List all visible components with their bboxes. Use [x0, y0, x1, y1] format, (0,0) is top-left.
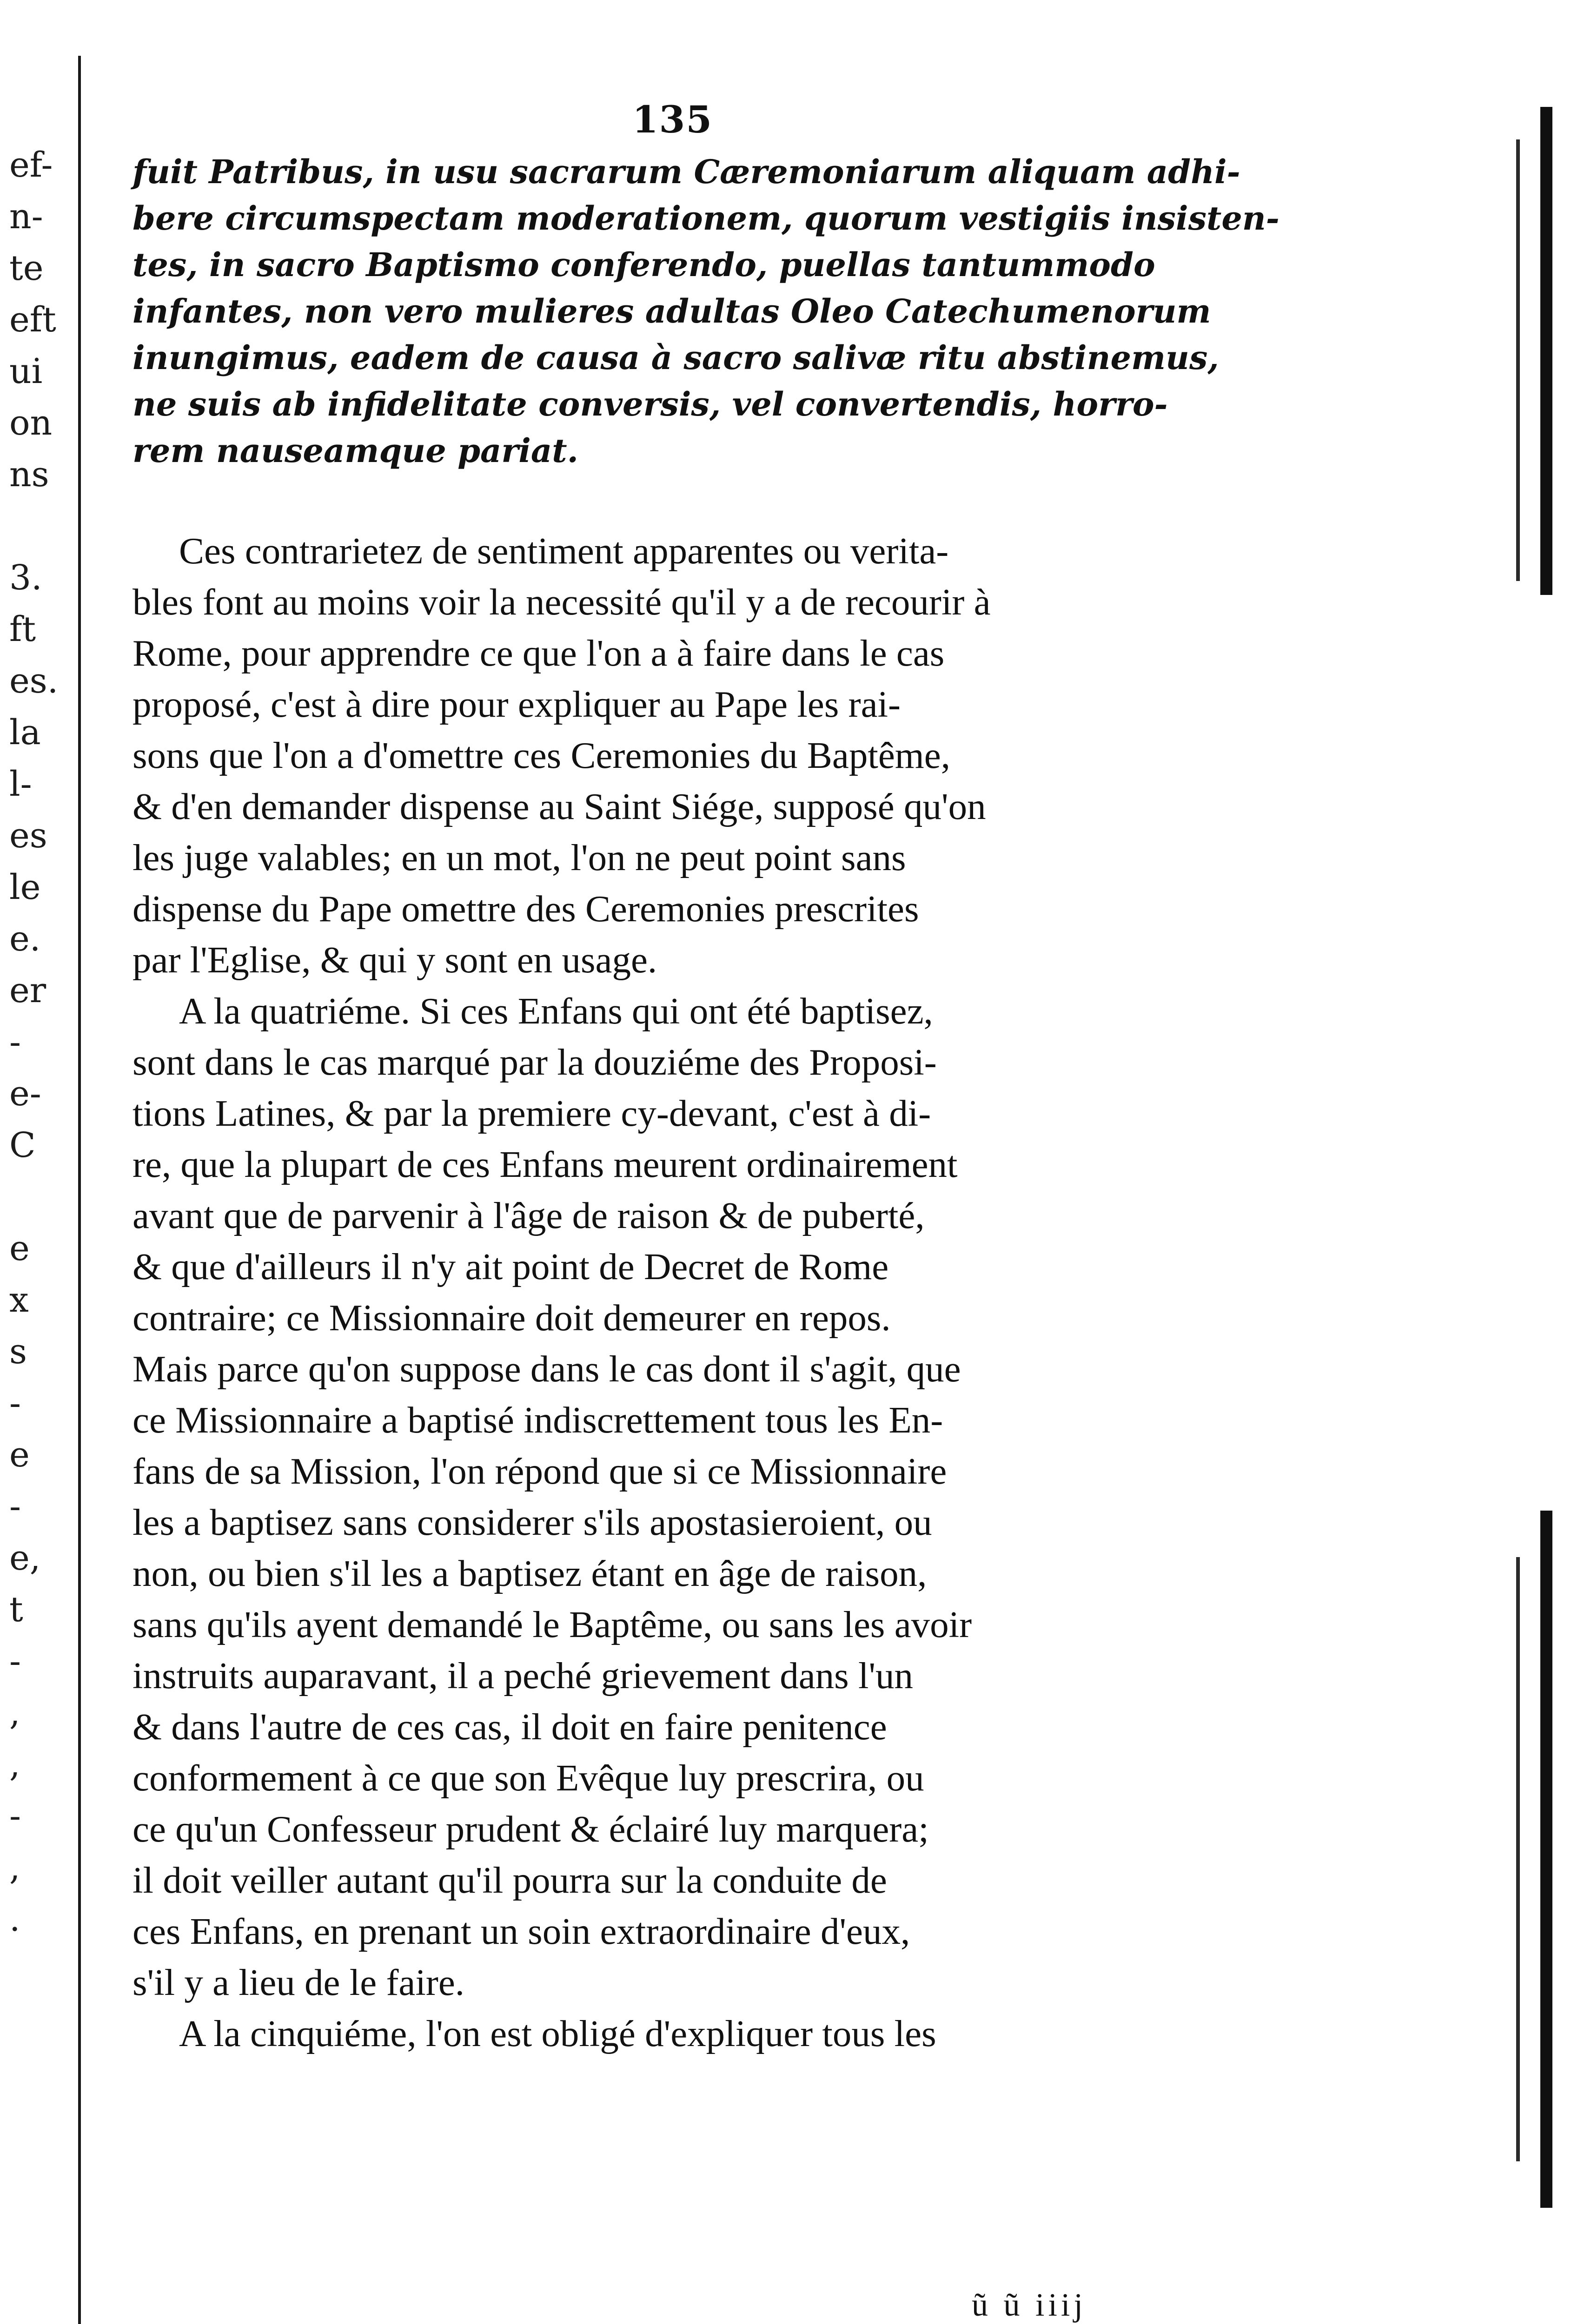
text-line: dispense du Pape omettre des Ceremonies prescrites	[133, 888, 919, 930]
text-line: conformement à ce que son Evêque luy prescrira, ou	[133, 1757, 924, 1799]
facing-fragment: la	[9, 713, 41, 753]
text-line: fans de sa Mission, l'on répond que si ce Missionnaire	[133, 1450, 947, 1492]
facing-fragment: 3.	[9, 558, 42, 598]
gutter-line	[78, 56, 81, 2324]
text-line: proposé, c'est à dire pour expliquer au Pape les rai-	[133, 683, 901, 725]
text-line: sans qu'ils ayent demandé le Baptême, ou sans les avoir	[133, 1604, 972, 1645]
facing-fragment: -	[9, 1486, 21, 1526]
facing-fragment: -	[9, 1383, 21, 1423]
facing-fragment: er	[9, 971, 46, 1010]
facing-fragment: le	[9, 867, 41, 907]
page-number: 135	[632, 98, 713, 141]
text-line: par l'Eglise, & qui y sont en usage.	[133, 939, 657, 981]
text-line: ce Missionnaire a baptisé indiscrettement tous les En-	[133, 1399, 943, 1441]
facing-page-fragments	[9, 139, 74, 1945]
signature-mark: ũ ũ iiij	[972, 2287, 1087, 2323]
facing-fragment: ui	[9, 351, 43, 391]
facing-fragment: -	[9, 1641, 21, 1681]
facing-fragment: e.	[9, 919, 41, 959]
text-line: bles font au moins voir la necessité qu'il y a de recourir à	[133, 581, 991, 623]
facing-fragment: ef-	[9, 145, 53, 185]
facing-fragment: x	[9, 1280, 29, 1320]
text-line: & d'en demander dispense au Saint Siége, supposé qu'on	[133, 786, 986, 827]
facing-fragment: e,	[9, 1538, 41, 1578]
text-line: Mais parce qu'on suppose dans le cas dont il s'agit, que	[133, 1348, 961, 1390]
facing-fragment: ft	[9, 609, 36, 649]
text-line: re, que la plupart de ces Enfans meurent ordinairement	[133, 1143, 958, 1185]
facing-fragment: on	[9, 403, 53, 443]
facing-fragment: C	[9, 1125, 36, 1165]
facing-fragment: -	[9, 1796, 21, 1836]
right-edge-shadow	[1540, 1511, 1552, 2208]
facing-fragment: es	[9, 816, 47, 856]
facing-fragment: te	[9, 248, 44, 288]
text-line: contraire; ce Missionnaire doit demeurer en repos.	[133, 1297, 891, 1339]
latin-line: inungimus, eadem de causa à sacro salivæ ritu abstinemus,	[133, 338, 1219, 377]
text-line: Rome, pour apprendre ce que l'on a à faire dans le cas	[133, 632, 945, 674]
text-line: tions Latines, & par la premiere cy-devant, c'est à di-	[133, 1092, 931, 1134]
text-line: non, ou bien s'il les a baptisez étant en âge de raison,	[133, 1552, 927, 1594]
text-line: il doit veiller autant qu'il pourra sur la conduite de	[133, 1859, 887, 1901]
latin-line: tes, in sacro Baptismo conferendo, puellas tantummodo	[133, 245, 1155, 284]
text-line: sons que l'on a d'omettre ces Ceremonies du Baptême,	[133, 734, 950, 776]
facing-fragment: ns	[9, 455, 49, 495]
facing-fragment: l-	[9, 764, 32, 804]
text-line: sont dans le cas marqué par la douziéme des Proposi-	[133, 1041, 937, 1083]
text-line: ce qu'un Confesseur prudent & éclairé luy marquera;	[133, 1808, 929, 1850]
text-line: s'il y a lieu de le faire.	[133, 1961, 465, 2003]
latin-line: infantes, non vero mulieres adultas Oleo Catechumenorum	[133, 292, 1211, 330]
facing-fragment: eft	[9, 300, 56, 340]
facing-fragment: ,	[9, 1693, 20, 1733]
text-line: ces Enfans, en prenant un soin extraordinaire d'eux,	[133, 1910, 910, 1952]
facing-fragment: e	[9, 1228, 30, 1268]
facing-fragment: e	[9, 1435, 30, 1475]
body-text	[133, 525, 1309, 2059]
facing-fragment: ,	[9, 1848, 20, 1888]
latin-line: fuit Patribus, in usu sacrarum Cæremoniarum aliquam adhi-	[133, 152, 1240, 191]
facing-fragment: e-	[9, 1074, 41, 1114]
latin-line: rem nauseamque pariat.	[133, 431, 578, 470]
text-line: les juge valables; en un mot, l'on ne peut point sans	[133, 837, 906, 878]
latin-quotation	[133, 149, 1323, 474]
text-line: A la quatriéme. Si ces Enfans qui ont été baptisez,	[179, 990, 933, 1032]
facing-fragment: es.	[9, 661, 59, 701]
facing-fragment: s	[9, 1332, 27, 1372]
latin-line: bere circumspectam moderationem, quorum vestigiis insisten-	[133, 199, 1279, 238]
text-line: les a baptisez sans considerer s'ils apostasieroient, ou	[133, 1501, 932, 1543]
facing-fragment	[9, 501, 74, 552]
facing-fragment: t	[9, 1590, 23, 1630]
right-edge-mark	[1516, 139, 1520, 581]
text-line: Ces contrarietez de sentiment apparentes ou verita-	[179, 530, 949, 572]
text-line: avant que de parvenir à l'âge de raison & de puberté,	[133, 1195, 925, 1236]
facing-fragment: .	[9, 1899, 20, 1939]
text-line: & que d'ailleurs il n'y ait point de Decret de Rome	[133, 1246, 889, 1287]
text-line: A la cinquiéme, l'on est obligé d'expliquer tous les	[179, 2013, 936, 2054]
facing-fragment: ,	[9, 1744, 20, 1784]
text-line: instruits auparavant, il a peché grievement dans l'un	[133, 1655, 914, 1697]
text-line: & dans l'autre de ces cas, il doit en faire penitence	[133, 1706, 887, 1748]
facing-fragment	[9, 1171, 74, 1223]
right-edge-shadow	[1540, 107, 1552, 595]
facing-fragment: -	[9, 1022, 21, 1062]
latin-line: ne suis ab infidelitate conversis, vel convertendis, horro-	[133, 385, 1168, 423]
right-edge-mark	[1516, 1557, 1520, 2161]
facing-fragment: n-	[9, 197, 43, 237]
